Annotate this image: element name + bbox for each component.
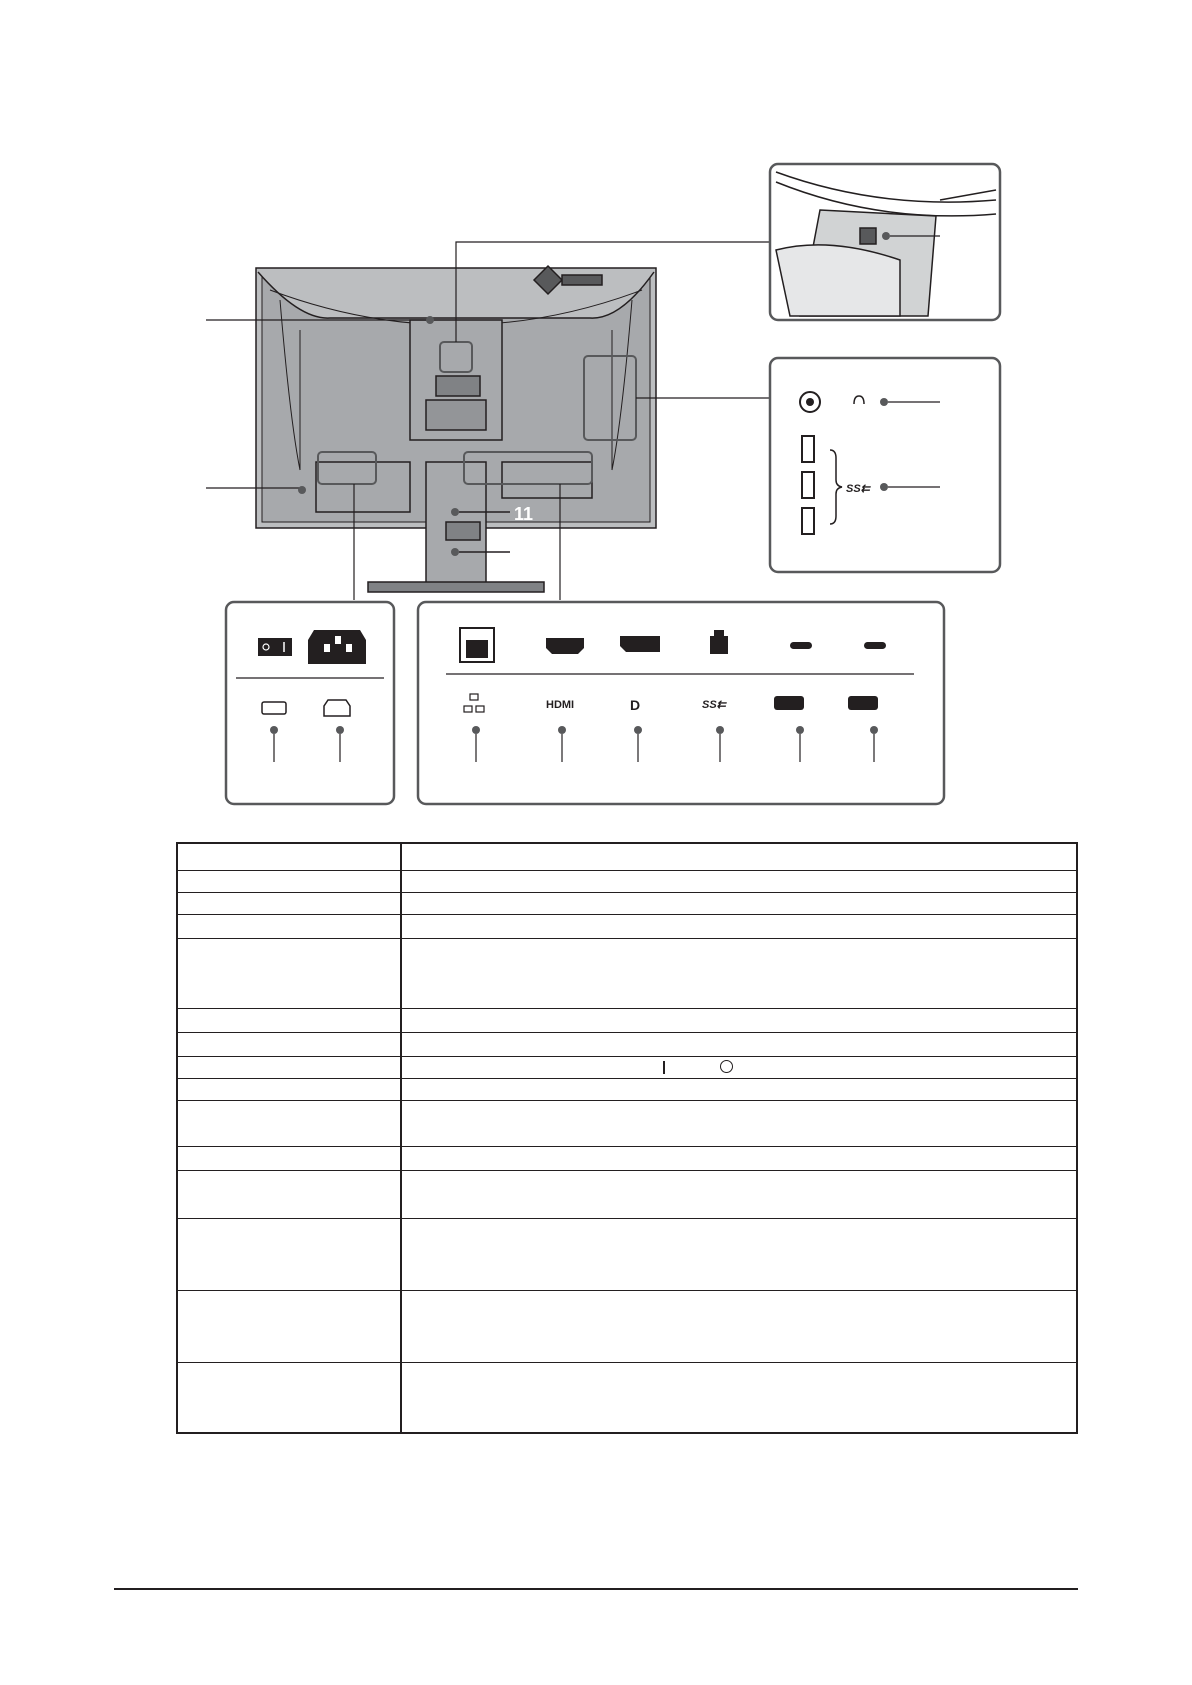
usb-a-superspeed-icon: SS⇇: [846, 483, 870, 495]
usb-c-upstream-icon: [790, 642, 812, 649]
svg-text:SS⇇: SS⇇: [702, 699, 726, 711]
table-row: [178, 1146, 1076, 1170]
hdmi-icon: [546, 638, 584, 654]
table-row: [178, 1100, 1076, 1146]
inset-side-ports: [770, 358, 1000, 572]
usb-c-downstream-icon: [864, 642, 886, 649]
parts-table: [176, 842, 1078, 1434]
table-row: [178, 870, 1076, 892]
table-row: [178, 1290, 1076, 1362]
svg-text:HDMI: HDMI: [546, 699, 575, 711]
table-row: [178, 1362, 1076, 1432]
table-row: [178, 1032, 1076, 1056]
panel-power: [226, 602, 394, 804]
table-row: [178, 1170, 1076, 1218]
power-connector-icon: [308, 630, 366, 664]
table-row: [178, 1008, 1076, 1032]
table-row: [178, 1218, 1076, 1290]
power-on-symbol: [663, 1061, 665, 1074]
table-row: [178, 1078, 1076, 1100]
panel-signal-ports: [418, 602, 944, 804]
table-row: [178, 892, 1076, 914]
footer-rule: [114, 1588, 1078, 1590]
table-row: [178, 844, 1076, 870]
svg-text:D: D: [630, 697, 641, 713]
table-row: [178, 914, 1076, 938]
svg-text:11: 11: [514, 504, 534, 524]
displayport-icon: [620, 636, 660, 652]
usb-b-superspeed-icon: [710, 636, 728, 654]
table-row: [178, 1056, 1076, 1078]
inset-top-sensor: [770, 164, 1000, 320]
monitor-rear-diagram: [0, 0, 1192, 820]
table-row: [178, 938, 1076, 1008]
power-off-symbol: [720, 1060, 733, 1073]
